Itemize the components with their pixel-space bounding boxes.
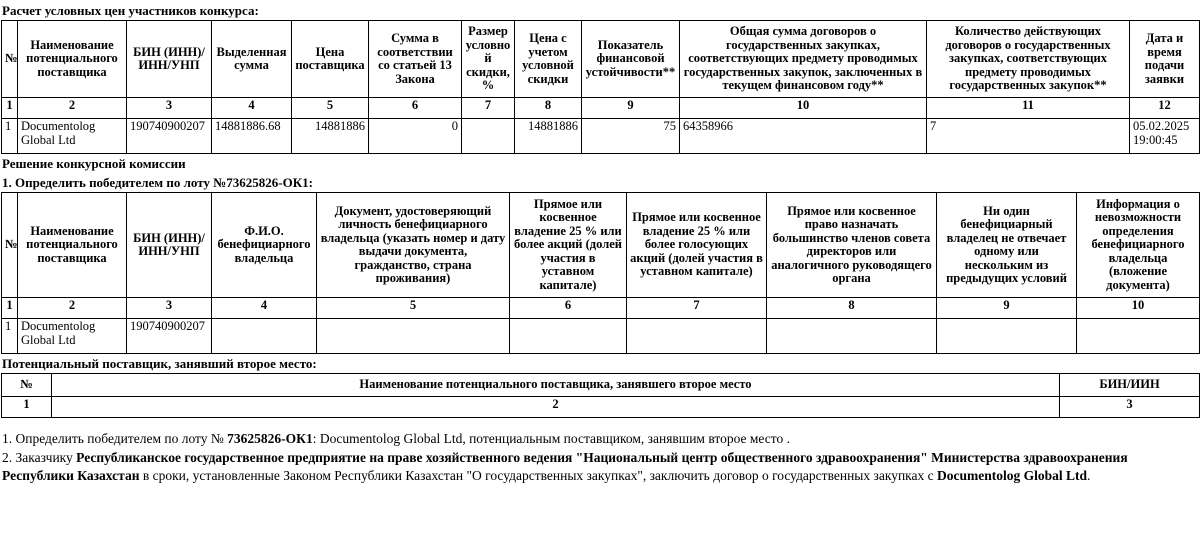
cell-financial-stability: 75	[582, 119, 680, 154]
col-number-1: 1	[2, 298, 18, 319]
col-header-discount-percent: Размер условной скидки, %	[462, 21, 515, 98]
col-header-beneficiary-name: Ф.И.О. бенефициарного владельца	[212, 193, 317, 298]
cell-sum-article13: 0	[369, 119, 462, 154]
cell-beneficiary-name	[212, 319, 317, 354]
col-number-3: 3	[1060, 397, 1200, 418]
second-place-table	[1, 373, 1200, 418]
col-number-8: 8	[767, 298, 937, 319]
col-number-9: 9	[582, 98, 680, 119]
table-row	[2, 119, 1200, 154]
cell-ownership-25-voting	[627, 319, 767, 354]
prices-table	[1, 20, 1200, 154]
footer-item2-supplier: Documentolog Global Ltd	[937, 468, 1088, 483]
footer-item2-prefix: 2. Заказчику	[2, 449, 77, 465]
col-number-10: 10	[1077, 298, 1200, 319]
col-number-6: 6	[369, 98, 462, 119]
cell-identity-document	[317, 319, 510, 354]
col-header-total-contracts-sum: Общая сумма договоров о государственных закупках, соответствующих предмету проводимых государственных закупок, заключенных в текущем финансовом году**	[680, 21, 927, 98]
col-header-bin: БИН (ИНН)/ИНН/УНП	[127, 193, 212, 298]
col-header-supplier-name: Наименование потенциального поставщика	[18, 193, 127, 298]
col-number-5: 5	[317, 298, 510, 319]
footer-item2-end: .	[1087, 468, 1091, 483]
col-header-no: №	[2, 193, 18, 298]
cell-ownership-25-shares	[510, 319, 627, 354]
col-header-supplier-name: Наименование потенциального поставщика	[18, 21, 127, 98]
footer-item2-customer: Республиканское государственное предприятие на праве хозяйственного ведения "Национальный центр общественного здравоохранения" Министерства здравоохранения Республики Казахстан	[2, 449, 1128, 483]
col-header-no-beneficiary: Ни один бенефициарный владелец не отвечает одному или нескольким из предыдущих условий	[937, 193, 1077, 298]
col-header-financial-stability: Показатель финансовой устойчивости**	[582, 21, 680, 98]
col-number-7: 7	[462, 98, 515, 119]
prices-table-number-row	[2, 98, 1200, 119]
col-number-7: 7	[627, 298, 767, 319]
col-header-active-contracts-count: Количество действующих договоров о государственных закупках, соответствующих предмету проводимых государственных закупок**	[927, 21, 1130, 98]
col-number-11: 11	[927, 98, 1130, 119]
col-header-no: №	[2, 374, 52, 397]
col-number-4: 4	[212, 98, 292, 119]
col-header-right-to-appoint: Прямое или косвенное право назначать большинство членов совета директоров или аналогичного руководящего органа	[767, 193, 937, 298]
col-header-impossible-to-determine: Информация о невозможности определения бенефициарного владельца (вложение документа)	[1077, 193, 1200, 298]
col-header-identity-document: Документ, удостоверяющий личность бенефициарного владельца (указать номер и дату выдачи документа, гражданство, страна проживания)	[317, 193, 510, 298]
col-number-10: 10	[680, 98, 927, 119]
col-number-8: 8	[515, 98, 582, 119]
footer-item-2	[2, 449, 1200, 486]
col-number-2: 2	[18, 298, 127, 319]
col-number-3: 3	[127, 298, 212, 319]
cell-price-with-discount: 14881886	[515, 119, 582, 154]
col-number-1: 1	[2, 98, 18, 119]
cell-no: 1	[2, 119, 18, 154]
cell-right-to-appoint	[767, 319, 937, 354]
price-calc-title: Расчет условных цен участников конкурса:	[2, 3, 259, 18]
col-header-ownership-25-voting: Прямое или косвенное владение 25 % или более голосующих акций (долей участия в уставном капитале)	[627, 193, 767, 298]
second-place-header-row	[2, 374, 1200, 397]
col-number-2: 2	[18, 98, 127, 119]
cell-discount-percent	[462, 119, 515, 154]
cell-active-contracts-count: 7	[927, 119, 1130, 154]
cell-submission-datetime: 05.02.2025 19:00:45	[1130, 119, 1200, 154]
col-header-bin: БИН/ИИН	[1060, 374, 1200, 397]
second-place-title: Потенциальный поставщик, занявший второе место:	[2, 356, 317, 371]
col-header-submission-datetime: Дата и время подачи заявки	[1130, 21, 1200, 98]
col-header-ownership-25-shares: Прямое или косвенное владение 25 % или более акций (долей участия в уставном капитале)	[510, 193, 627, 298]
col-header-bin: БИН (ИНН)/ИНН/УНП	[127, 21, 212, 98]
footer-item1-prefix: 1. Определить победителем по лоту №	[2, 431, 228, 446]
footer-item2-middle: в сроки, установленные Законом Республики Казахстан "О государственных закупках", заключить договор о государственных закупках с	[139, 468, 938, 483]
col-header-supplier-price: Цена поставщика	[292, 21, 369, 98]
second-place-number-row	[2, 397, 1200, 418]
col-number-1: 1	[2, 397, 52, 418]
col-header-price-with-discount: Цена с учетом условной скидки	[515, 21, 582, 98]
cell-no: 1	[2, 319, 18, 354]
beneficiary-table-number-row	[2, 298, 1200, 319]
cell-supplier-name: Documentolog Global Ltd	[18, 319, 127, 354]
cell-supplier-price: 14881886	[292, 119, 369, 154]
footer-item1-lot: 73625826-ОК1	[227, 431, 313, 446]
cell-allocated-sum: 14881886.68	[212, 119, 292, 154]
footer-item-1	[2, 430, 1200, 449]
col-number-6: 6	[510, 298, 627, 319]
cell-total-contracts-sum: 64358966	[680, 119, 927, 154]
col-number-3: 3	[127, 98, 212, 119]
col-number-9: 9	[937, 298, 1077, 319]
cell-impossible-to-determine	[1077, 319, 1200, 354]
beneficiary-table	[1, 192, 1200, 354]
cell-bin: 190740900207	[127, 319, 212, 354]
col-header-sum-article13: Сумма в соответствии со статьей 13 Закона	[369, 21, 462, 98]
footer-decisions	[2, 430, 1200, 486]
determine-winner-title: 1. Определить победителем по лоту №73625826-ОК1:	[2, 175, 313, 190]
cell-no-beneficiary	[937, 319, 1077, 354]
col-header-supplier-name: Наименование потенциального поставщика, занявшего второе место	[52, 374, 1060, 397]
col-number-4: 4	[212, 298, 317, 319]
footer-item1-suffix: : Documentolog Global Ltd, потенциальным поставщиком, занявшим второе место .	[312, 431, 790, 446]
col-number-2: 2	[52, 397, 1060, 418]
col-header-no: №	[2, 21, 18, 98]
prices-table-header-row	[2, 21, 1200, 98]
col-header-allocated-sum: Выделенная сумма	[212, 21, 292, 98]
table-row	[2, 319, 1200, 354]
cell-supplier-name: Documentolog Global Ltd	[18, 119, 127, 154]
commission-decision-title: Решение конкурсной комиссии	[2, 156, 186, 171]
cell-bin: 190740900207	[127, 119, 212, 154]
col-number-12: 12	[1130, 98, 1200, 119]
beneficiary-table-header-row	[2, 193, 1200, 298]
col-number-5: 5	[292, 98, 369, 119]
